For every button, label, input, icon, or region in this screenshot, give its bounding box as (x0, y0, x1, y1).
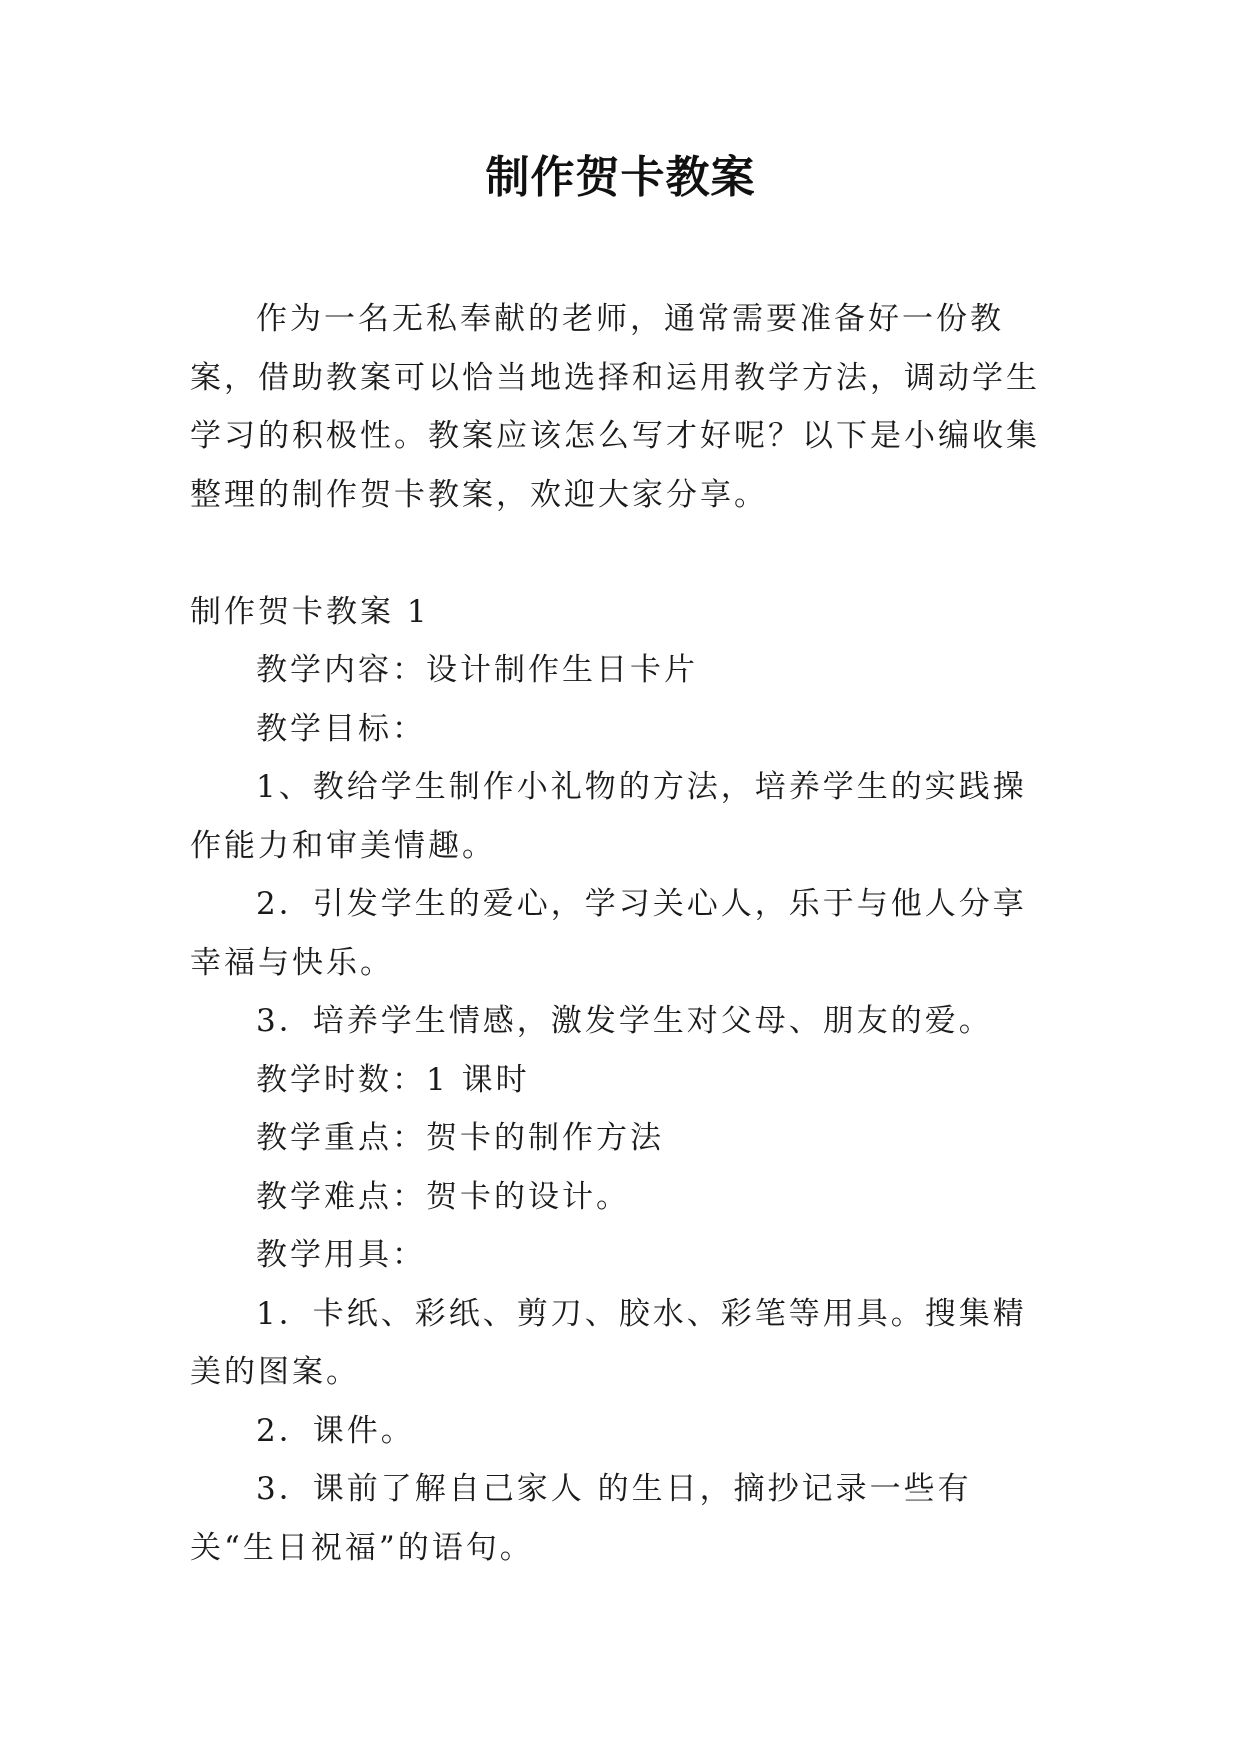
document-title: 制作贺卡教案 (485, 152, 756, 203)
objective-item-2: 2．引发学生的爱心，学习关心人，乐于与他人分享幸福与快乐。 (190, 886, 1027, 981)
teaching-hours: 教学时数：1 课时 (256, 1061, 530, 1098)
tool-item-1: 1．卡纸、彩纸、剪刀、胶水、彩笔等用具。搜集精美的图案。 (190, 1295, 1027, 1390)
objective-item-3: 3．培养学生情感，激发学生对父母、朋友的爱。 (256, 1003, 993, 1039)
section-heading: 制作贺卡教案 1 (190, 593, 430, 630)
objectives-label: 教学目标： (256, 710, 426, 747)
difficulty: 教学难点：贺卡的设计。 (256, 1178, 630, 1215)
intro-paragraph: 作为一名无私奉献的老师，通常需要准备好一份教案，借助教案可以恰当地选择和运用教学方法，调动学生学习的积极性。教案应该怎么写才好呢？以下是小编收集整理的制作贺卡教案，欢迎大家分享。 (190, 301, 1040, 513)
teaching-content: 教学内容：设计制作生日卡片 (256, 652, 698, 688)
tool-item-2: 2．课件。 (256, 1412, 415, 1449)
objective-item-1: 1、教给学生制作小礼物的方法，培养学生的实践操作能力和审美情趣。 (190, 769, 1027, 864)
tool-item-3: 3．课前了解自己家人 的生日，摘抄记录一些有关“生日祝福”的语句。 (190, 1471, 972, 1566)
paragraph-gap (190, 524, 1050, 583)
key-point: 教学重点：贺卡的制作方法 (256, 1120, 664, 1156)
tools-label: 教学用具： (256, 1237, 426, 1273)
document-body (190, 290, 1050, 1577)
